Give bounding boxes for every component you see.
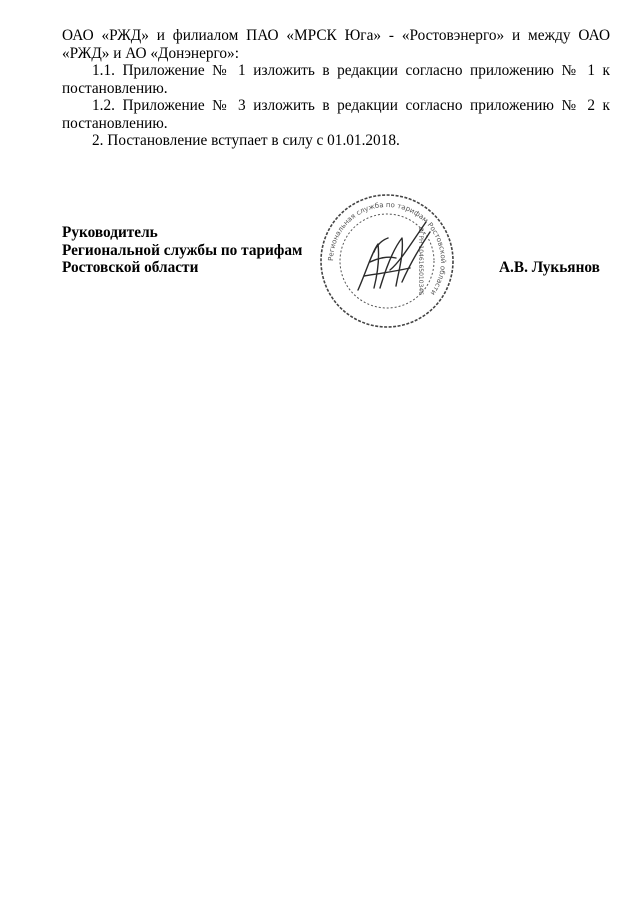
signature-position xyxy=(62,224,302,277)
signer-name: А.В. Лукьянов xyxy=(499,259,600,276)
paragraph-item-1-1: 1.1. Приложение № 1 изложить в редакции согласно приложению № 1 к постановлению. xyxy=(62,62,610,97)
paragraph-item-2: 2. Постановление вступает в силу с 01.01.2018. xyxy=(92,132,400,149)
official-seal xyxy=(318,192,456,330)
position-line-1: Руководитель xyxy=(62,224,158,241)
paragraph-intro: ОАО «РЖД» и филиалом ПАО «МРСК Юга» - «Ростовэнерго» и между ОАО «РЖД» и АО «Донэнерго»: xyxy=(62,27,610,62)
position-line-2: Региональной службы по тарифам xyxy=(62,241,303,259)
position-line-3: Ростовской области xyxy=(62,259,199,276)
paragraph-item-1-2: 1.2. Приложение № 3 изложить в редакции согласно приложению № 2 к постановлению. xyxy=(62,97,610,132)
seal-outer-ring xyxy=(321,195,453,327)
seal-inner-text: ОГРН 1046165010346 xyxy=(417,226,424,296)
seal-ring-text: Региональная служба по тарифам Ростовской области xyxy=(326,200,448,297)
document-body xyxy=(62,27,610,150)
